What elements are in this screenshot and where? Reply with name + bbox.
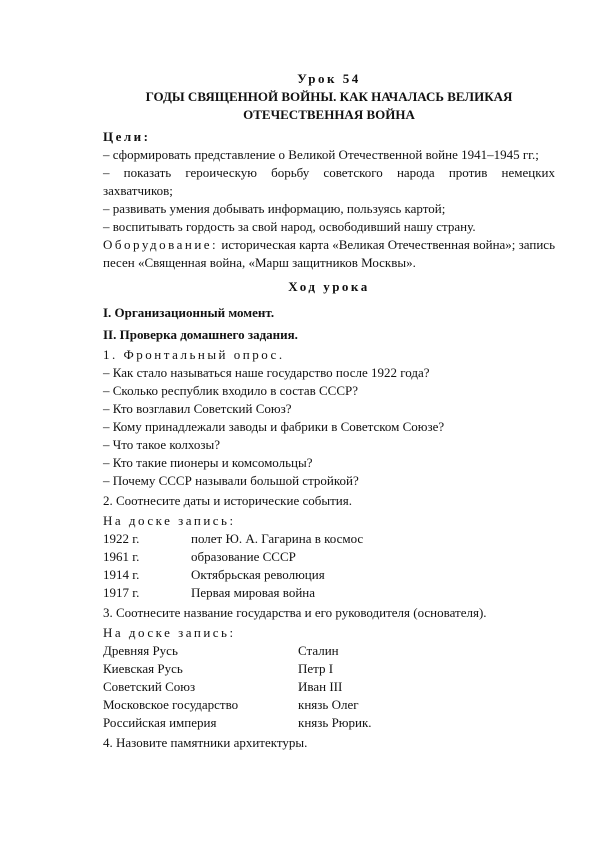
table-row	[103, 696, 555, 714]
table-row	[103, 642, 555, 660]
equipment-heading: Оборудование:	[103, 237, 219, 252]
state-cell: Московское государство	[103, 697, 239, 712]
goal-item: – воспитывать гордость за свой народ, освободивший нашу страну.	[103, 219, 476, 234]
table-row	[103, 566, 555, 584]
document-content	[103, 70, 555, 752]
question-item: – Что такое колхозы?	[103, 437, 221, 452]
state-cell: Древняя Русь	[103, 643, 178, 658]
lesson-title-line-1: ГОДЫ СВЯЩЕННОЙ ВОЙНЫ. КАК НАЧАЛАСЬ ВЕЛИКАЯ	[145, 89, 513, 104]
task-1-heading: 1. Фронтальный опрос.	[103, 347, 285, 362]
question-item: – Почему СССР называли большой стройкой?	[103, 473, 359, 488]
table-row	[103, 584, 555, 602]
date-cell: 1922 г.	[103, 531, 140, 546]
task-4-heading: 4. Назовите памятники архитектуры.	[103, 735, 308, 750]
section-1: I. Организационный момент.	[103, 305, 275, 320]
event-cell: Октябрьская революция	[191, 567, 325, 582]
board-label-1: На доске запись:	[103, 513, 236, 528]
section-2: II. Проверка домашнего задания.	[103, 327, 298, 342]
question-item: – Сколько республик входило в состав СССР?	[103, 383, 359, 398]
date-cell: 1961 г.	[103, 549, 140, 564]
state-cell: Российская империя	[103, 715, 217, 730]
equipment-paragraph	[103, 236, 555, 272]
lesson-course-heading: Ход урока	[288, 279, 370, 294]
goal-item: – показать героическую борьбу советского народа против немецких захватчиков;	[103, 165, 555, 198]
question-item: – Кому принадлежали заводы и фабрики в Советском Союзе?	[103, 419, 445, 434]
date-cell: 1917 г.	[103, 585, 140, 600]
event-cell: образование СССР	[191, 549, 296, 564]
task-3-heading: 3. Соотнесите название государства и его руководителя (основателя).	[103, 605, 487, 620]
states-table	[103, 642, 555, 732]
leader-cell: князь Рюрик.	[298, 715, 372, 730]
table-row	[103, 678, 555, 696]
table-row	[103, 530, 555, 548]
table-row	[103, 714, 555, 732]
board-label-2: На доске запись:	[103, 625, 236, 640]
state-cell: Киевская Русь	[103, 661, 183, 676]
lesson-number: Урок 54	[297, 71, 361, 86]
date-cell: 1914 г.	[103, 567, 140, 582]
dates-table	[103, 530, 555, 602]
goal-item: – сформировать представление о Великой Отечественной войне 1941–1945 гг.;	[103, 147, 539, 162]
table-row	[103, 660, 555, 678]
leader-cell: Петр I	[298, 661, 334, 676]
leader-cell: князь Олег	[298, 697, 359, 712]
goals-heading: Цели:	[103, 129, 151, 144]
event-cell: Первая мировая война	[191, 585, 316, 600]
question-item: – Кто возглавил Советский Союз?	[103, 401, 292, 416]
leader-cell: Сталин	[298, 643, 339, 658]
leader-cell: Иван III	[298, 679, 343, 694]
question-item: – Кто такие пионеры и комсомольцы?	[103, 455, 313, 470]
question-item: – Как стало называться наше государство после 1922 года?	[103, 365, 430, 380]
equipment-text: историческая карта «Великая Отечественная война»; запись песен «Священная война, «Марш защитников Москвы».	[103, 237, 556, 270]
event-cell: полет Ю. А. Гагарина в космос	[191, 531, 364, 546]
lesson-title-line-2: ОТЕЧЕСТВЕННАЯ ВОЙНА	[243, 107, 415, 122]
state-cell: Советский Союз	[103, 679, 196, 694]
table-row	[103, 548, 555, 566]
task-2-heading: 2. Соотнесите даты и исторические события.	[103, 493, 352, 508]
goal-item: – развивать умения добывать информацию, пользуясь картой;	[103, 201, 446, 216]
